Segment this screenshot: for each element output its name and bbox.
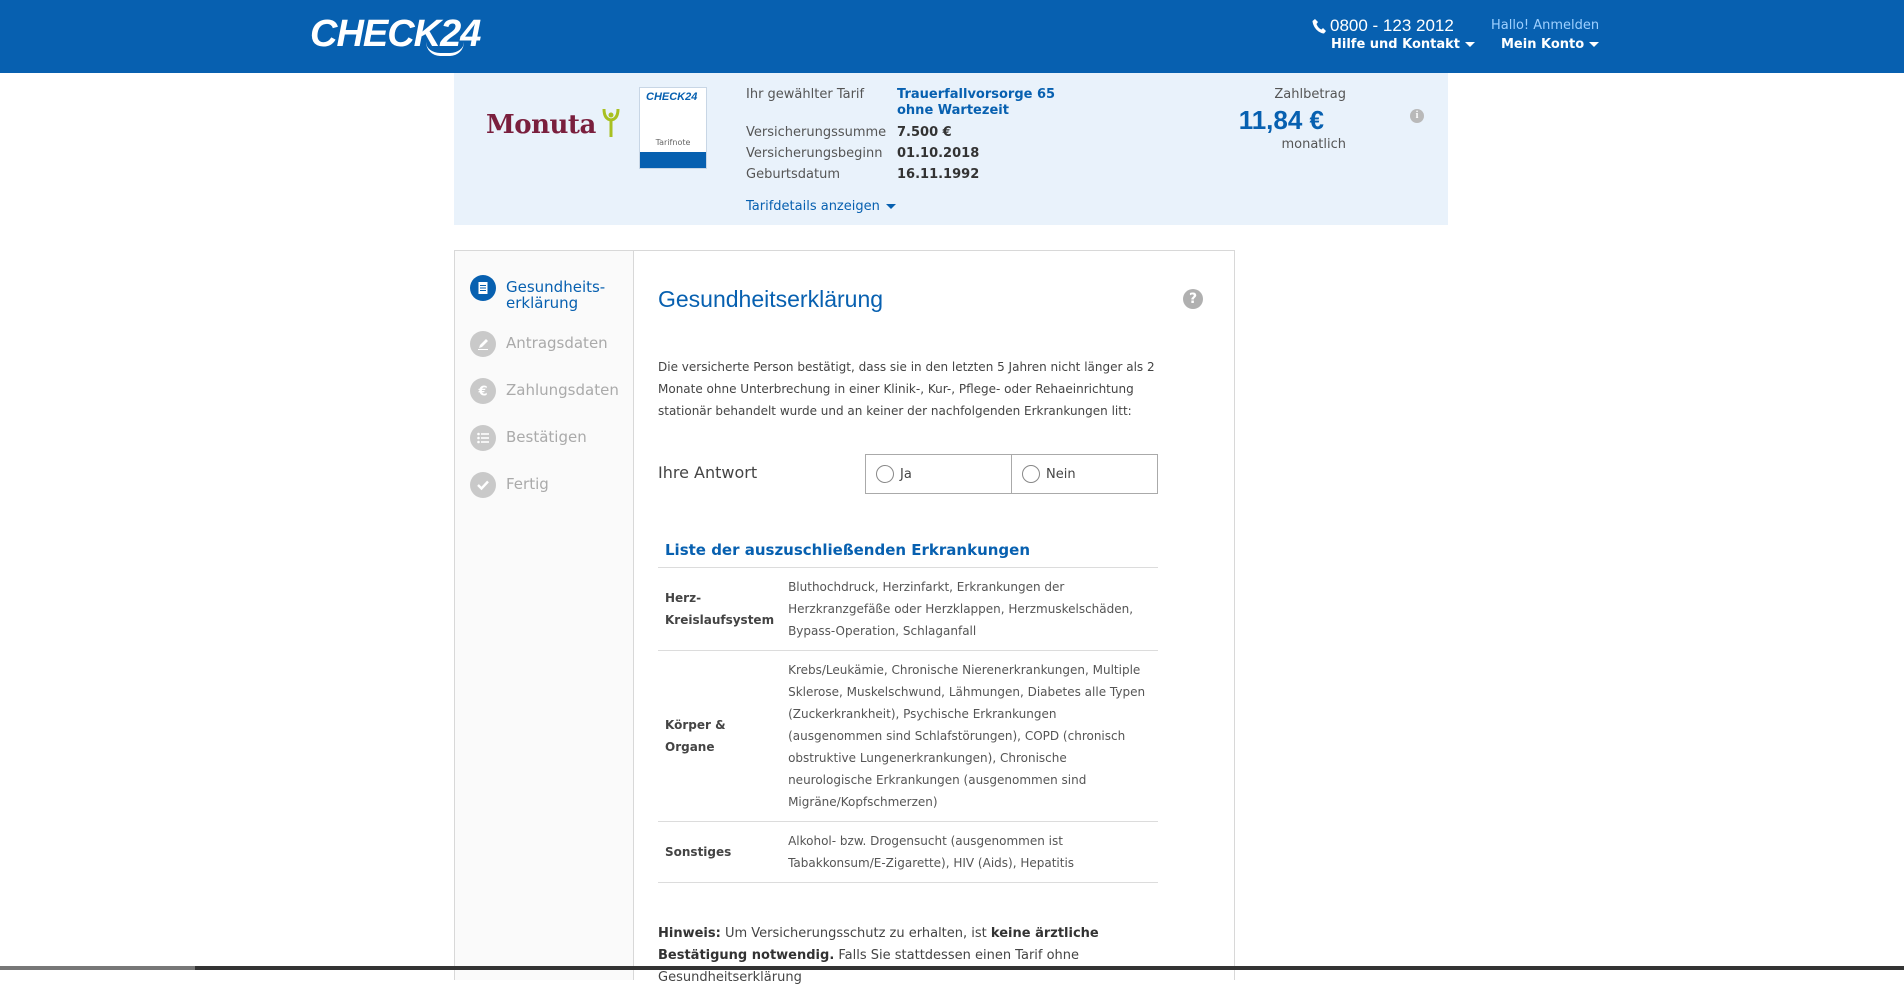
detail-label: Geburtsdatum xyxy=(746,167,840,182)
progress-sidebar xyxy=(455,251,634,980)
hint-text xyxy=(658,923,1178,989)
disease-table xyxy=(658,567,1158,883)
radio-no[interactable] xyxy=(1022,465,1040,483)
svg-text:€: € xyxy=(478,384,488,400)
hint-bold-text: keine ärztliche Bestätigung notwendig. xyxy=(658,926,1099,963)
table-row xyxy=(658,822,1158,883)
answer-yes-option[interactable] xyxy=(866,455,1011,493)
chevron-down-icon xyxy=(1589,42,1599,47)
detail-value: Trauerfallvorsorge 65 ohne Wartezeit xyxy=(897,87,1056,118)
step-fertig[interactable] xyxy=(470,472,549,498)
phone-number: 0800 - 123 2012 xyxy=(1330,16,1454,35)
document-icon xyxy=(470,275,496,301)
help-contact-label: Hilfe und Kontakt xyxy=(1331,37,1461,52)
tariff-details-label: Tarifdetails anzeigen xyxy=(746,199,880,214)
help-contact-menu[interactable] xyxy=(1331,37,1475,52)
step-antragsdaten[interactable] xyxy=(470,331,608,357)
tariff-details-link[interactable] xyxy=(746,199,896,214)
insurer-logo xyxy=(486,107,620,143)
insurer-name: Monuta xyxy=(486,110,596,140)
step-gesundheitserklaerung[interactable] xyxy=(470,275,605,311)
monuta-mark-icon xyxy=(602,107,620,143)
category-cell: Körper & Organe xyxy=(658,651,781,822)
option-label: Ja xyxy=(900,466,912,482)
detail-label: Versicherungsbeginn xyxy=(746,146,883,161)
hint-text-part: Um Versicherungsschutz zu erhalten, ist xyxy=(720,926,991,941)
check24-logo[interactable]: CHECK24 xyxy=(310,13,481,55)
detail-value: 7.500 € xyxy=(897,125,952,140)
info-icon[interactable]: i xyxy=(1410,109,1424,123)
step-zahlungsdaten[interactable] xyxy=(470,378,619,404)
account-label: Mein Konto xyxy=(1501,37,1585,52)
hint-text-part: Falls Sie stattdessen einen Tarif ohne Gesundheitserklärung xyxy=(658,948,1080,985)
diseases-cell: Bluthochdruck, Herzinfarkt, Erkrankungen der Herzkranzgefäße oder Herzklappen, Herzmuskelschäden, Bypass-Operation, Schlaganfall xyxy=(781,568,1158,651)
declaration-text: Die versicherte Person bestätigt, dass sie in den letzten 5 Jahren nicht länger als 2 Monate ohne Unterbrechung in einer Klinik-, Kur-, Pflege- oder Rehaeinrichtung stationär behandelt wurde und an keiner der nachfolgenden Erkrankungen litt: xyxy=(658,360,1155,418)
chevron-down-icon xyxy=(886,204,896,209)
answer-label: Ihre Antwort xyxy=(658,463,758,482)
category-cell: Herz- Kreislaufsystem xyxy=(658,568,781,651)
page-title: Gesundheitserklärung xyxy=(658,286,884,312)
diseases-cell: Krebs/Leukämie, Chronische Nierenerkrankungen, Multiple Sklerose, Muskelschwund, Lähmungen, Diabetes alle Typen (Zuckerkrankheit), Psychische Erkrankungen (ausgenommen sind Schlafstörungen), COPD (chronisch obstruktive Lungenerkrankungen), Chronische neurologische Erkrankungen (ausgenommen sind Migräne/Kopfschmerzen) xyxy=(781,651,1158,822)
category-cell: Sonstiges xyxy=(658,822,781,883)
account-menu[interactable] xyxy=(1501,37,1599,52)
phone-icon xyxy=(1312,18,1326,34)
step-label: Gesundheits- erklärung xyxy=(506,278,606,312)
check-icon xyxy=(470,472,496,498)
detail-label: Versicherungssumme xyxy=(746,125,887,140)
step-label: Bestätigen xyxy=(506,428,587,446)
list-icon xyxy=(470,425,496,451)
detail-row-birthdate xyxy=(746,167,1087,182)
detail-label: Ihr gewählter Tarif xyxy=(746,87,865,102)
help-icon[interactable]: ? xyxy=(1183,289,1203,309)
pen-icon xyxy=(470,331,496,357)
payment-period: monatlich xyxy=(1281,137,1346,152)
tariff-details xyxy=(746,87,1087,188)
badge-label: Tarifnote xyxy=(655,138,691,147)
disease-list-title: Liste der auszuschließenden Erkrankungen xyxy=(665,541,1031,559)
hint-label: Hinweis: xyxy=(658,926,721,941)
badge-logo: CHECK24 xyxy=(646,91,698,103)
chevron-down-icon xyxy=(1465,42,1475,47)
login-link[interactable]: Hallo! Anmelden xyxy=(1491,18,1600,33)
detail-value: 01.10.2018 xyxy=(897,146,980,161)
badge-bar xyxy=(640,152,706,168)
tarifnote-badge xyxy=(639,87,707,169)
option-label: Nein xyxy=(1046,466,1076,482)
table-row xyxy=(658,568,1158,651)
step-label: Antragsdaten xyxy=(506,334,608,352)
top-header xyxy=(0,0,1904,73)
detail-row-sum xyxy=(746,125,1087,140)
detail-row-tarif xyxy=(746,87,1087,119)
euro-icon xyxy=(470,378,496,404)
payment-amount: 11,84 € xyxy=(1238,105,1324,135)
answer-no-option[interactable] xyxy=(1011,455,1157,493)
hotline xyxy=(1312,16,1454,36)
answer-radio-group xyxy=(865,454,1158,494)
health-declaration-form xyxy=(634,251,1234,985)
table-row xyxy=(658,651,1158,822)
diseases-cell: Alkohol- bzw. Drogensucht (ausgenommen ist Tabakkonsum/E-Zigarette), HIV (Aids), Hepatitis xyxy=(781,822,1158,883)
tariff-summary xyxy=(454,73,1448,225)
window-bottom-bar xyxy=(0,966,1904,970)
detail-value: 16.11.1992 xyxy=(897,167,980,182)
payment-label: Zahlbetrag xyxy=(1274,87,1346,102)
radio-yes[interactable] xyxy=(876,465,894,483)
detail-row-start xyxy=(746,146,1087,161)
bottom-bar-segment xyxy=(0,966,195,970)
step-bestaetigen[interactable] xyxy=(470,425,587,451)
step-label: Fertig xyxy=(506,475,549,493)
step-label: Zahlungsdaten xyxy=(506,381,619,399)
application-panel xyxy=(454,250,1235,985)
